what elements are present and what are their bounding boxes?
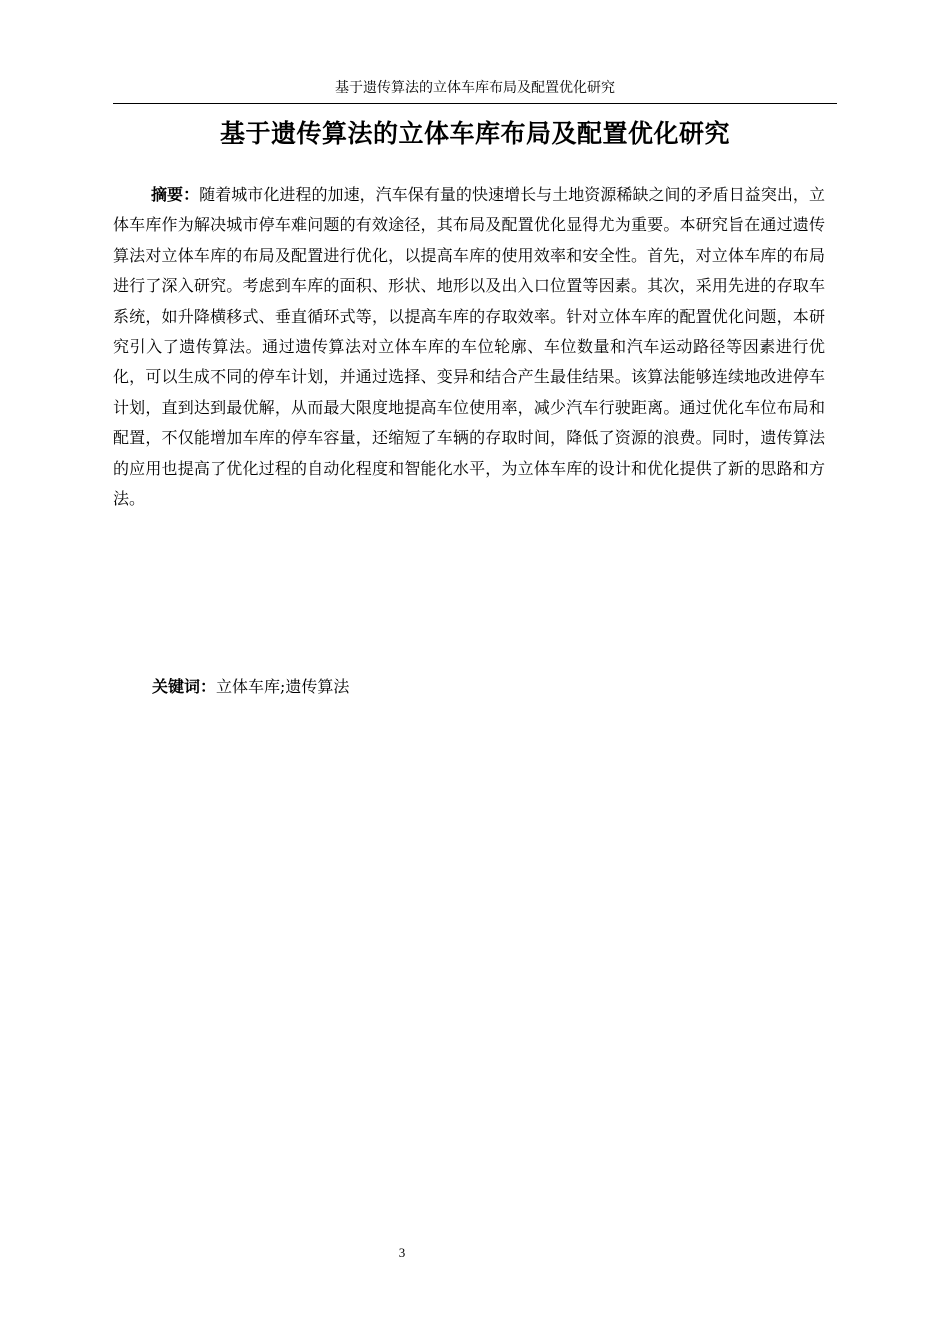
abstract-paragraph	[113, 180, 825, 514]
page-number: 3	[398, 1245, 406, 1260]
abstract-text: 随着城市化进程的加速，汽车保有量的快速增长与土地资源稀缺之间的矛盾日益突出，立体车库作为解决城市停车难问题的有效途径，其布局及配置优化显得尤为重要。本研究旨在通过遗传算法对立体车库的布局及配置进行优化，以提高车库的使用效率和安全性。首先，对立体车库的布局进行了深入研究。考虑到车库的面积、形状、地形以及出入口位置等因素。其次，采用先进的存取车系统，如升降横移式、垂直循环式等，以提高车库的存取效率。针对立体车库的配置优化问题，本研究引入了遗传算法。通过遗传算法对立体车库的车位轮廓、车位数量和汽车运动路径等因素进行优化，可以生成不同的停车计划，并通过选择、变异和结合产生最佳结果。该算法能够连续地改进停车计划，直到达到最优解，从而最大限度地提高车位使用率，减少汽车行驶距离。通过优化车位布局和配置，不仅能增加车库的停车容量，还缩短了车辆的存取时间，降低了资源的浪费。同时，遗传算法的应用也提高了优化过程的自动化程度和智能化水平，为立体车库的设计和优化提供了新的思路和方法。	[113, 185, 825, 509]
keywords-label: 关键词：	[152, 677, 217, 696]
document-title: 基于遗传算法的立体车库布局及配置优化研究	[219, 119, 730, 148]
running-header: 基于遗传算法的立体车库布局及配置优化研究	[335, 80, 615, 96]
keywords-text: 立体车库;遗传算法	[216, 677, 350, 696]
abstract-label: 摘要：	[151, 185, 200, 204]
page-number-container	[0, 1244, 950, 1262]
header-divider	[113, 103, 837, 104]
keywords-line	[152, 674, 349, 700]
